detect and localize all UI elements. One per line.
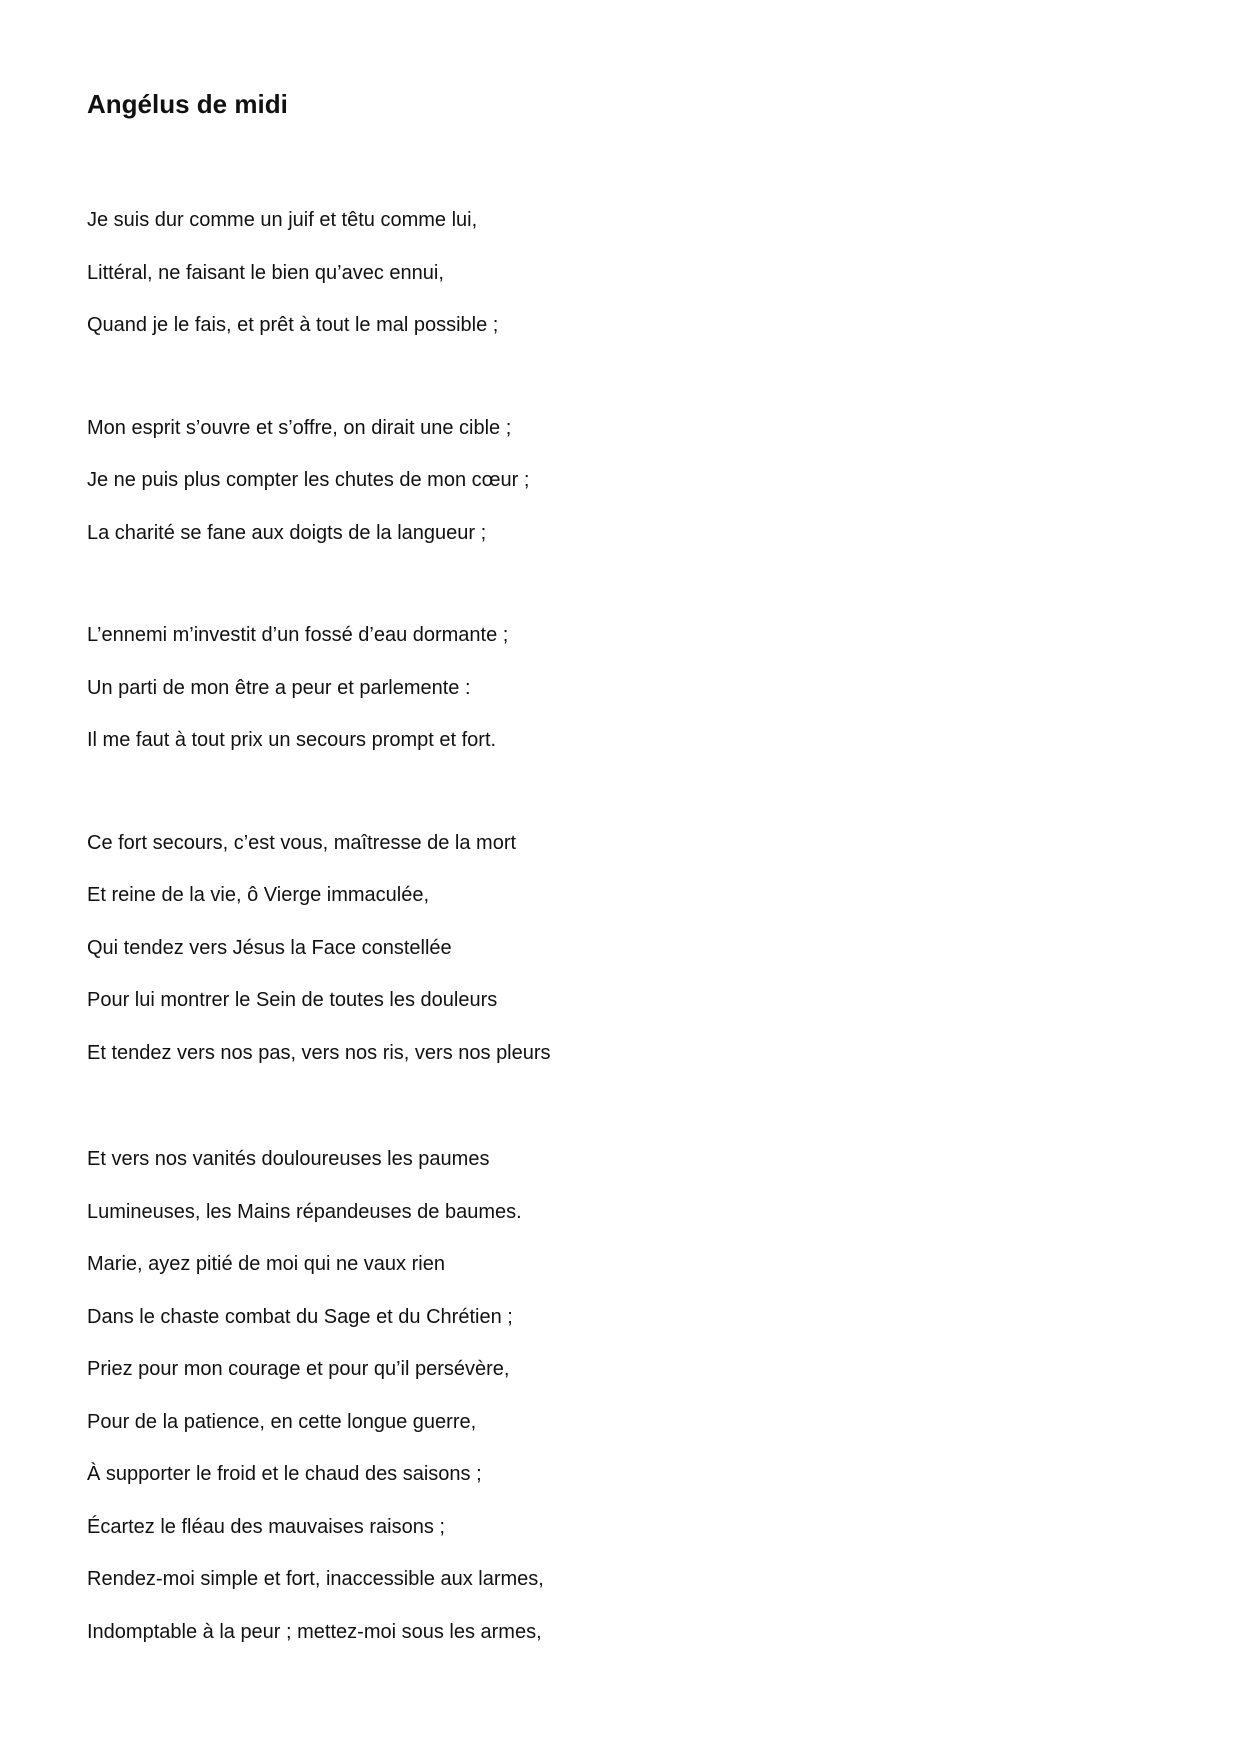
poem-title: Angélus de midi (87, 89, 288, 119)
poem-line: Lumineuses, les Mains répandeuses de baumes. (87, 1200, 522, 1223)
poem-line: Qui tendez vers Jésus la Face constellée (87, 936, 452, 959)
stanza-2 (87, 402, 1187, 560)
stanza-1 (87, 194, 1187, 352)
poem-line: Ce fort secours, c’est vous, maîtresse de la mort (87, 831, 517, 854)
stanza-3 (87, 609, 1187, 767)
stanza-4 (87, 817, 1187, 1080)
poem-line: Pour de la patience, en cette longue guerre, (87, 1410, 477, 1433)
poem-line: Il me faut à tout prix un secours prompt et fort. (87, 729, 497, 751)
poem-line: Et tendez vers nos pas, vers nos ris, vers nos pleurs (87, 1041, 551, 1064)
poem-line: Rendez-moi simple et fort, inaccessible aux larmes, (87, 1568, 544, 1590)
poem-line: L’ennemi m’investit d’un fossé d’eau dormante ; (87, 624, 509, 646)
poem-line: Pour lui montrer le Sein de toutes les douleurs (87, 989, 498, 1011)
poem-line: À supporter le froid et le chaud des saisons ; (87, 1463, 482, 1485)
poem-line: Littéral, ne faisant le bien qu’avec ennui, (87, 261, 444, 284)
poem-line: Je ne puis plus compter les chutes de mon cœur ; (87, 469, 530, 491)
stanza-5 (87, 1133, 1187, 1658)
poem-line: Mon esprit s’ouvre et s’offre, on dirait une cible ; (87, 416, 512, 439)
poem-line: La charité se fane aux doigts de la langueur ; (87, 521, 487, 544)
poem-line: Et vers nos vanités douloureuses les paumes (87, 1148, 490, 1170)
poem-line: Dans le chaste combat du Sage et du Chrétien ; (87, 1305, 513, 1328)
poem-line: Marie, ayez pitié de moi qui ne vaux rien (87, 1253, 445, 1275)
poem-line: Un parti de mon être a peur et parlemente : (87, 676, 471, 699)
poem-line: Je suis dur comme un juif et têtu comme lui, (87, 209, 478, 231)
poem-line: Écartez le fléau des mauvaises raisons ; (87, 1515, 445, 1538)
poem-line: Quand je le fais, et prêt à tout le mal possible ; (87, 314, 499, 336)
poem-line: Priez pour mon courage et pour qu’il persévère, (87, 1358, 510, 1380)
poem-line: Indomptable à la peur ; mettez-moi sous les armes, (87, 1620, 542, 1643)
poem-line: Et reine de la vie, ô Vierge immaculée, (87, 884, 430, 906)
poem-body (87, 194, 1187, 1708)
